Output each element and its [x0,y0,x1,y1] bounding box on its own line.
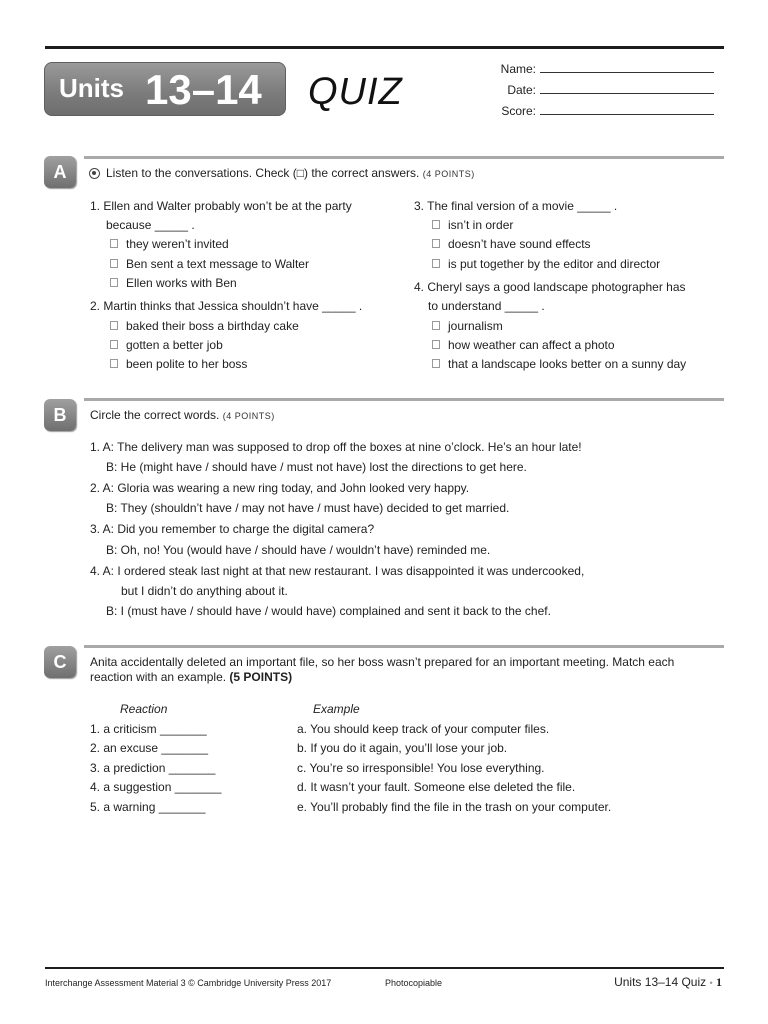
section-a-badge: A [44,156,76,188]
example-item: d. It wasn’t your fault. Someone else deleted the file. [297,780,576,794]
section-b-rule [84,398,724,401]
units-number: 13–14 [145,66,262,113]
footer-photocopiable: Photocopiable [385,978,443,988]
units-word: Units [59,73,124,103]
question-4: 4. Cheryl says a good landscape photographer has [414,280,686,294]
footer-copyright: Interchange Assessment Material 3 © Cambridge University Press 2017 [45,978,332,988]
footer-rule [45,967,724,969]
b-line: B: I (must have / should have / would have) complained and sent it back to the chef. [106,604,551,618]
name-field[interactable] [501,61,714,76]
section-b-instruction-text: Circle the correct words. [90,408,220,422]
section-a-instruction [89,166,475,180]
example-header: Example [313,702,360,716]
date-line[interactable] [540,82,714,94]
question-3: 3. The final version of a movie _____ . [414,199,618,213]
b-line: B: He (might have / should have / must not have) lost the directions to get here. [106,460,527,474]
b-line: 4. A: I ordered steak last night at that new restaurant. I was disappointed it was undercooked, [90,564,585,578]
section-c-rule [84,645,724,648]
checkbox[interactable] [432,321,440,330]
section-c-instruction-line2: reaction with an example. (5 POINTS) [90,670,293,684]
checkbox[interactable] [432,359,440,368]
q2-option-3[interactable]: been polite to her boss [110,357,247,371]
checkbox[interactable] [432,259,440,268]
q3-option-3[interactable]: is put together by the editor and director [432,257,660,271]
checkbox[interactable] [432,220,440,229]
example-item: b. If you do it again, you’ll lose your job. [297,741,508,755]
reaction-item[interactable]: 1. a criticism _______ [90,722,207,736]
section-b-points: (4 POINTS) [222,411,275,421]
question-2: 2. Martin thinks that Jessica shouldn’t have _____ . [90,299,363,313]
units-badge [44,62,286,116]
question-4-line2: to understand _____ . [428,299,545,313]
example-item: a. You should keep track of your computer files. [297,722,550,736]
footer-page-label [614,975,722,990]
section-a-points: (4 POINTS) [422,169,475,179]
q4-option-1[interactable]: journalism [432,319,503,333]
example-item: c. You’re so irresponsible! You lose everything. [297,761,545,775]
q2-option-1[interactable]: baked their boss a birthday cake [110,319,299,333]
score-label: Score: [501,104,536,118]
reaction-header: Reaction [120,702,168,716]
question-1-line2: because _____ . [106,218,195,232]
checkbox[interactable] [110,259,118,268]
top-rule [45,46,724,49]
date-label: Date: [507,83,536,97]
section-c-badge: C [44,646,76,678]
b-line: but I didn’t do anything about it. [121,584,288,598]
b-line: 2. A: Gloria was wearing a new ring today, and John looked very happy. [90,481,470,495]
section-b-badge: B [44,399,76,431]
section-c-instruction-line1: Anita accidentally deleted an important file, so her boss wasn’t prepared for an important meeting. Match each [90,655,675,669]
reaction-item[interactable]: 2. an excuse _______ [90,741,209,755]
score-field[interactable] [501,103,714,118]
checkbox[interactable] [110,239,118,248]
q2-option-2[interactable]: gotten a better job [110,338,223,352]
section-a-instruction-text: Listen to the conversations. Check (□) the correct answers. [106,166,420,180]
checkbox[interactable] [110,359,118,368]
checkbox[interactable] [432,239,440,248]
checkbox[interactable] [110,321,118,330]
q4-option-2[interactable]: how weather can affect a photo [432,338,615,352]
page-number: 1 [716,975,722,989]
checkbox[interactable] [110,278,118,287]
date-field[interactable] [507,82,714,97]
reaction-item[interactable]: 4. a suggestion _______ [90,780,222,794]
reaction-item[interactable]: 5. a warning _______ [90,800,206,814]
question-1: 1. Ellen and Walter probably won’t be at the party [90,199,352,213]
example-item: e. You’ll probably find the file in the trash on your computer. [297,800,612,814]
footer-bullet: • [709,978,713,988]
b-line: 1. A: The delivery man was supposed to drop off the boxes at nine o’clock. He’s an hour late! [90,440,582,454]
q3-option-2[interactable]: doesn’t have sound effects [432,237,591,251]
b-line: B: They (shouldn’t have / may not have / must have) decided to get married. [106,501,510,515]
checkbox[interactable] [110,340,118,349]
b-line: B: Oh, no! You (would have / should have / wouldn’t have) reminded me. [106,543,491,557]
reaction-item[interactable]: 3. a prediction _______ [90,761,216,775]
section-c-points: (5 POINTS) [229,670,293,684]
b-line: 3. A: Did you remember to charge the digital camera? [90,522,375,536]
section-b-instruction [90,408,275,422]
q1-option-3[interactable]: Ellen works with Ben [110,276,237,290]
section-a-rule [84,156,724,159]
q4-option-3[interactable]: that a landscape looks better on a sunny day [432,357,686,371]
audio-icon [89,168,100,179]
q3-option-1[interactable]: isn’t in order [432,218,513,232]
q1-option-2[interactable]: Ben sent a text message to Walter [110,257,309,271]
quiz-title: QUIZ [308,71,403,113]
name-line[interactable] [540,61,714,73]
checkbox[interactable] [432,340,440,349]
name-label: Name: [500,62,536,76]
score-line[interactable] [540,103,714,115]
q1-option-1[interactable]: they weren’t invited [110,237,229,251]
footer-title: Units 13–14 Quiz [614,975,707,989]
